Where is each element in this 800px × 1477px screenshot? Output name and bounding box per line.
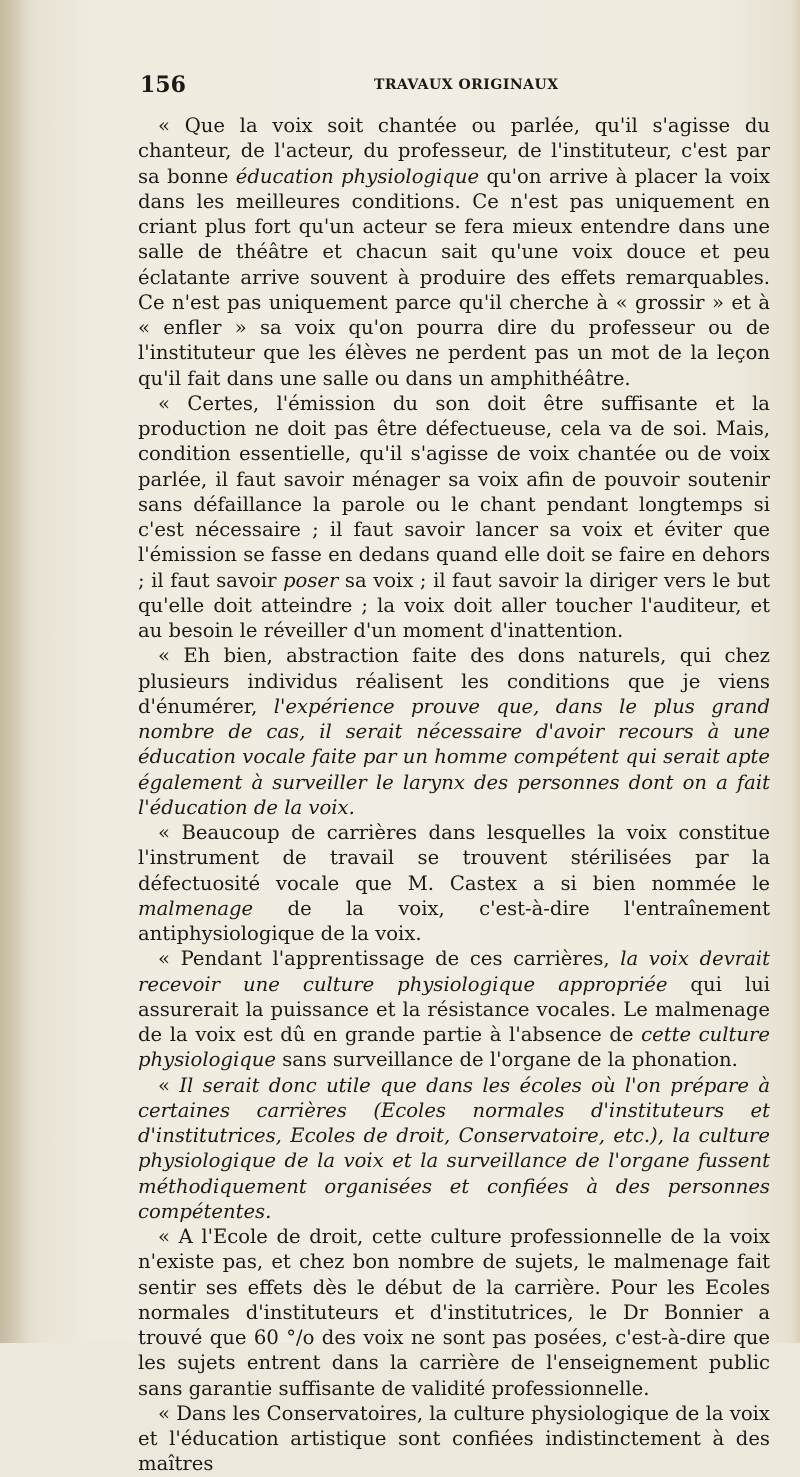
text-run: « Que la voix soit chantée ou parlée, qu'il s'agisse du chanteur, de l'acteur, du professeur, de l'instituteur, c'est par sa bonne (138, 114, 770, 188)
italic-run: cette culture physiologique (138, 1023, 770, 1072)
body-text (138, 113, 770, 1477)
paragraph (138, 946, 770, 1072)
paragraph (138, 113, 770, 391)
paragraph (138, 391, 770, 644)
text-run: « (158, 1073, 180, 1097)
paragraph (138, 1401, 770, 1477)
text-run: qui lui assurerait la puissance et la résistance vocales. Le malmenage de la voix est dû en grande partie à l'absence de (138, 972, 770, 1046)
italic-run: la voix devrait recevoir une culture physiologique appropriée (138, 947, 770, 996)
text-run: qu'on arrive à placer la voix dans les meilleures conditions. Ce n'est pas uniquement en criant plus fort qu'un acteur se fera mieux entendre dans une salle de théâtre et chacun sait qu'une voix douce et peu éclatante arrive souvent à produire des effets remarquables. Ce n'est pas uniquement parce qu'il cherche à « grossir » et à « enfler » sa voix qu'on pourra dire du professeur ou de l'instituteur que les élèves ne perdent pas un mot de la leçon qu'il fait dans une salle ou dans un amphithéâtre. (138, 164, 771, 390)
text-run: « Eh bien, abstraction faite des dons naturels, qui chez plusieurs individus réalisent les conditions que je viens d'énumérer, (138, 644, 770, 718)
text-run: « Beaucoup de carrières dans lesquelles la voix constitue l'instrument de travail se trouvent stérilisées par la défectuosité vocale que M. Castex a si bien nommée le (138, 821, 770, 895)
text-run: de la voix, c'est-à-dire l'entraînement antiphysiologique de la voix. (138, 896, 770, 945)
paragraph (138, 1073, 770, 1225)
italic-run: éducation physiologique (235, 164, 480, 188)
text-run: sa voix ; il faut savoir la diriger vers le but qu'elle doit atteindre ; la voix doit aller toucher l'auditeur, et au besoin le réveiller d'un moment d'inattention. (138, 568, 770, 642)
running-head: TRAVAUX ORIGINAUX (374, 77, 559, 93)
paragraph (138, 820, 770, 946)
italic-run: poser (283, 568, 339, 592)
italic-run: l'expérience prouve que, dans le plus grand nombre de cas, il serait nécessaire d'avoir recours à une éducation vocale faite par un homme compétent qui serait apte également à surveiller le larynx des personnes dont on a fait l'éducation de la voix. (138, 694, 770, 819)
italic-run: malmenage (138, 896, 254, 920)
text-run: sans surveillance de l'organe de la phonation. (275, 1048, 738, 1072)
text-run: « A l'Ecole de droit, cette culture professionnelle de la voix n'existe pas, et chez bon nombre de sujets, le malmenage fait sentir ses effets dès le début de la carrière. Pour les Ecoles normales d'instituteurs et d'institutrices, le Dr Bonnier a trouvé que 60 °/o des voix ne sont pas posées, c'est-à-dire que les sujets entrent dans la carrière de l'enseignement public sans garantie suffisante de validité professionnelle. (138, 1225, 770, 1400)
paragraph (138, 1224, 770, 1401)
page-edge-stain (0, 0, 30, 1343)
italic-run: Il serait donc utile que dans les écoles où l'on prépare à certaines carrières (Ecoles normales d'instituteurs et d'institutrices, Ecoles de droit, Conservatoire, etc.), la culture physiologique de la voix et la surveillance de l'organe fussent méthodiquement organisées et confiées à des personnes compétentes. (138, 1073, 770, 1223)
page-number: 156 (140, 72, 186, 98)
paragraph (138, 643, 770, 820)
page-header (140, 72, 740, 102)
text-run: « Pendant l'apprentissage de ces carrières, (158, 947, 621, 971)
text-run: « Dans les Conservatoires, la culture physiologique de la voix et l'éducation artistique sont confiées indistinctement à des maîtres (138, 1401, 770, 1476)
text-run: « Certes, l'émission du son doit être suffisante et la production ne doit pas être défectueuse, cela va de soi. Mais, condition essentielle, qu'il s'agisse de voix chantée ou de voix parlée, il faut savoir ménager sa voix afin de pouvoir soutenir sans défaillance la parole ou le chant pendant longtemps si c'est nécessaire ; il faut savoir lancer sa voix et éviter que l'émission se fasse en dedans quand elle doit se faire en dehors ; il faut savoir (138, 391, 770, 592)
